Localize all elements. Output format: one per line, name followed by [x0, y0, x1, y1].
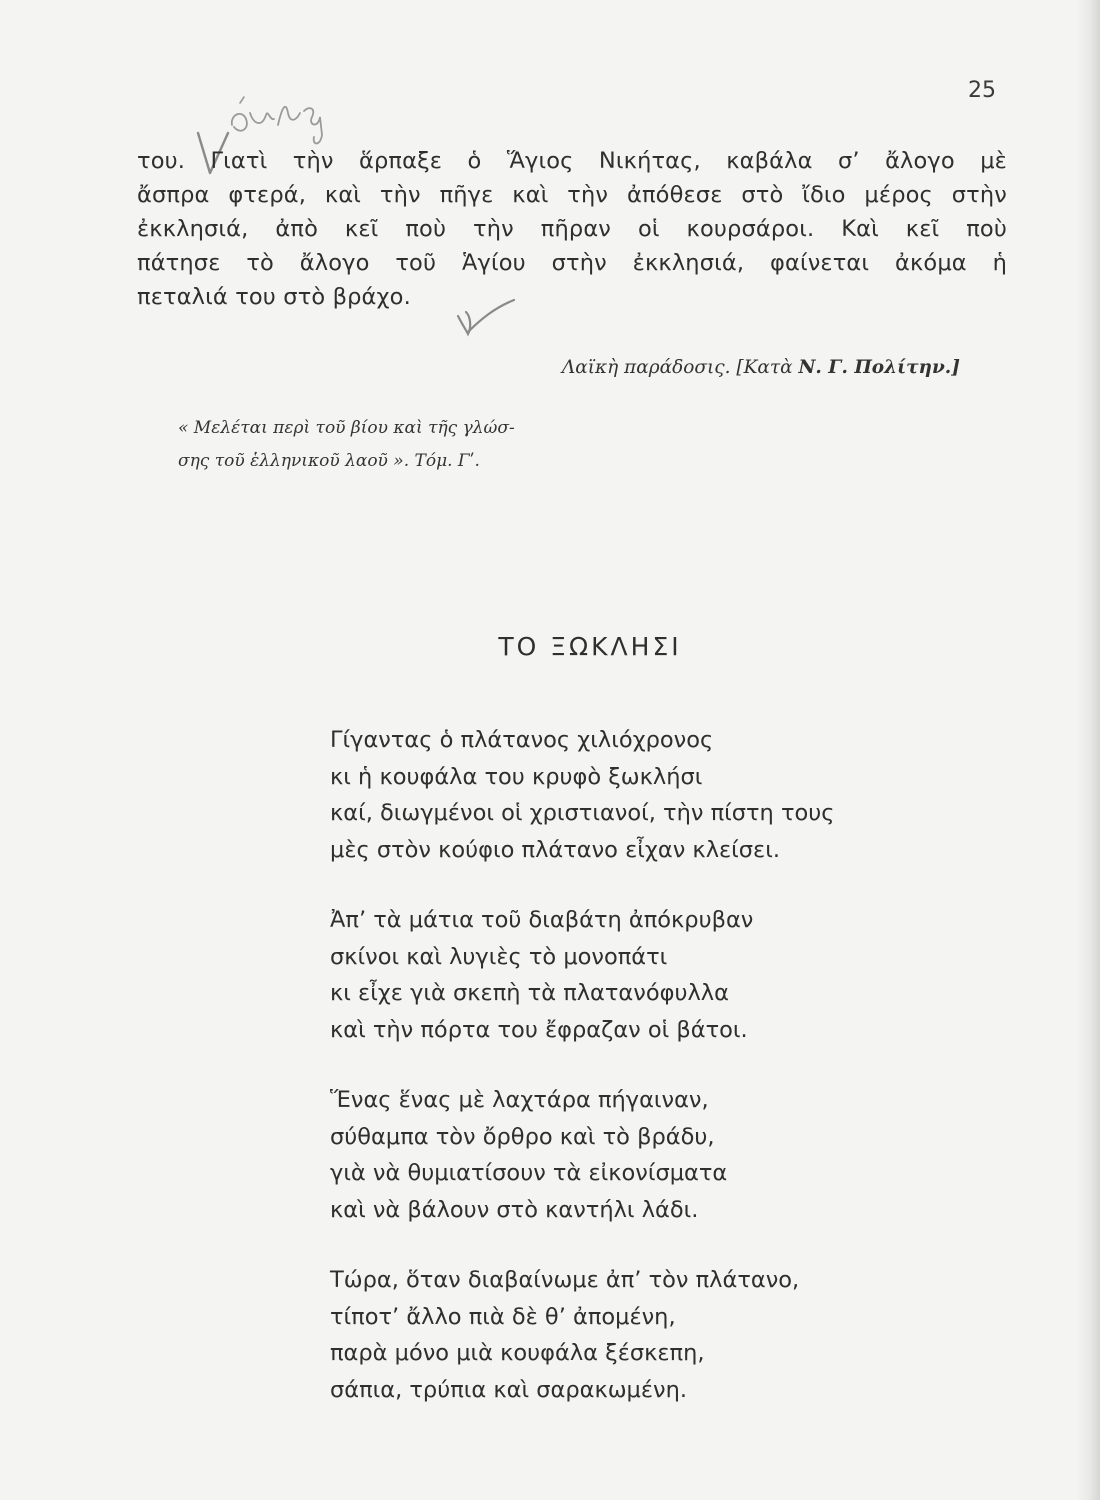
prose-paragraph	[137, 144, 1007, 314]
prose-line: του. Γιατὶ τὴν ἅρπαξε ὁ Ἅγιος Νικήτας, καβάλα σ’ ἄλογο μὲ	[137, 148, 1007, 174]
poem-line: καὶ τὴν πόρτα του ἔφραζαν οἱ βάτοι.	[330, 1016, 748, 1043]
poem-line: κι ἡ κουφάλα του κρυφὸ ξωκλήσι	[330, 763, 703, 790]
poem-line: κι εἶχε γιὰ σκεπὴ τὰ πλατανόφυλλα	[330, 980, 729, 1006]
attribution-source: Λαϊκὴ παράδοσις.	[561, 357, 731, 378]
poem-line: Ἕνας ἕνας μὲ λαχτάρα πήγαιναν,	[330, 1087, 709, 1113]
prose-line: ἐκκλησιά, ἀπὸ κεῖ ποὺ τὴν πῆραν οἱ κουρσάροι. Καὶ κεῖ ποὺ	[137, 216, 1007, 242]
poem-line: Γίγαντας ὁ πλάτανος χιλιόχρονος	[330, 727, 714, 753]
prose-line: ἄσπρα φτερά, καὶ τὴν πῆγε καὶ τὴν ἀπόθεσε στὸ ἴδιο μέρος στὴν	[137, 182, 1007, 208]
prose-line: πάτησε τὸ ἄλογο τοῦ Ἁγίου στὴν ἐκκλησιά, φαίνεται ἀκόμα ἡ	[137, 250, 1007, 276]
poem-line: γιὰ νὰ θυμιατίσουν τὰ εἰκονίσματα	[330, 1160, 728, 1186]
poem-line: μὲς στὸν κούφιο πλάτανο εἶχαν κλείσει.	[330, 836, 780, 863]
poem-stanza	[330, 722, 950, 868]
page-number: 25	[968, 78, 996, 103]
citation	[178, 412, 598, 478]
poem-line: Τώρα, ὅταν διαβαίνωμε ἀπ’ τὸν πλάτανο,	[330, 1267, 800, 1293]
poem-line: σάπια, τρύπια καὶ σαρακωμένη.	[330, 1376, 688, 1403]
poem-stanza	[330, 1262, 950, 1408]
poem-stanza	[330, 1082, 950, 1228]
page-edge-shadow	[1076, 0, 1100, 1500]
attribution-author: Ν. Γ. Πολίτην.]	[798, 357, 960, 378]
poem-line: καὶ νὰ βάλουν στὸ καντήλι λάδι.	[330, 1196, 699, 1223]
poem-line: καί, διωγμένοι οἱ χριστιανοί, τὴν πίστη τους	[330, 800, 835, 826]
poem	[330, 722, 950, 1442]
attribution-prefix: [Κατὰ	[736, 357, 793, 378]
citation-line: « Μελέται περὶ τοῦ βίου καὶ τῆς γλώσ-	[178, 418, 515, 438]
attribution	[440, 357, 960, 378]
poem-line: τίποτ’ ἄλλο πιὰ δὲ θ’ ἀπομένη,	[330, 1303, 676, 1330]
poem-line: σύθαμπα τὸν ὄρθρο καὶ τὸ βράδυ,	[330, 1123, 715, 1150]
prose-line: πεταλιά του στὸ βράχο.	[137, 284, 411, 310]
citation-line: σης τοῦ ἑλληνικοῦ λαοῦ ». Τόμ. Γʹ.	[178, 451, 480, 471]
poem-stanza	[330, 902, 950, 1048]
poem-title: ΤΟ ΞΩΚΛΗΣΙ	[498, 632, 682, 661]
poem-line: παρὰ μόνο μιὰ κουφάλα ξέσκεπη,	[330, 1340, 705, 1366]
poem-line: σκίνοι καὶ λυγιὲς τὸ μονοπάτι	[330, 943, 668, 970]
poem-line: Ἀπ’ τὰ μάτια τοῦ διαβάτη ἀπόκρυβαν	[330, 907, 754, 933]
